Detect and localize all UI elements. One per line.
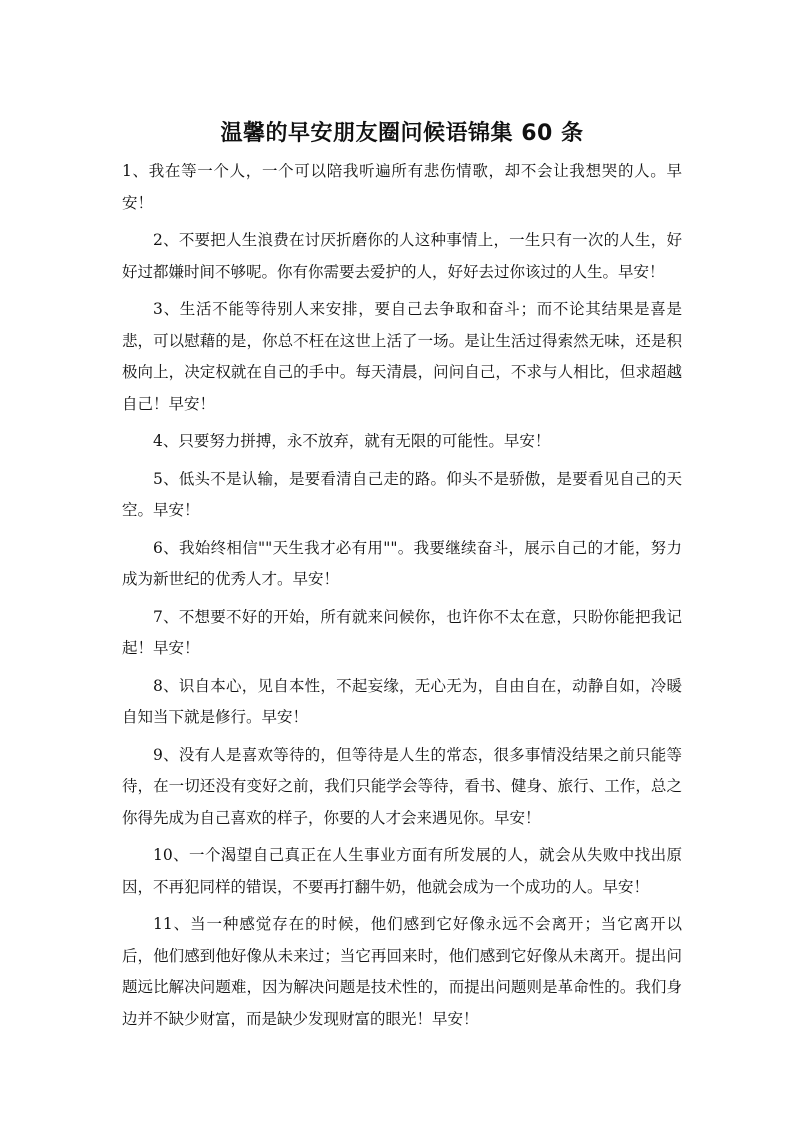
paragraph: 9、没有人是喜欢等待的，但等待是人生的常态，很多事情没结果之前只能等待，在一切还没有变好之前，我们只能学会等待，看书、健身、旅行、工作，总之你得先成为自己喜欢的样子，你要的人才会来遇见你。早安！: [122, 745, 682, 827]
paragraph: 7、不想要不好的开始，所有就来问候你，也许你不太在意，只盼你能把我记起！早安！: [122, 607, 682, 657]
paragraph: 11、当一种感觉存在的时候，他们感到它好像永远不会离开；当它离开以后，他们感到他好像从未来过；当它再回来时，他们感到它好像从未离开。提出问题远比解决问题难，因为解决问题是技术性的，而提出问题则是革命性的。我们身边并不缺少财富，而是缺少发现财富的眼光！早安！: [122, 915, 682, 1028]
paragraph: 4、只要努力拼搏，永不放弃，就有无限的可能性。早安！: [153, 432, 551, 450]
paragraph: 10、一个渴望自己真正在人生事业方面有所发展的人，就会从失败中找出原因，不再犯同样的错误，不要再打翻牛奶，他就会成为一个成功的人。早安！: [122, 846, 682, 896]
paragraph: 2、不要把人生浪费在讨厌折磨你的人这种事情上，一生只有一次的人生，好好过都嫌时间不够呢。你有你需要去爱护的人，好好去过你该过的人生。早安！: [122, 231, 682, 281]
document-title: 温馨的早安朋友圈问候语锦集 60 条: [220, 121, 584, 146]
paragraph: 1、我在等一个人，一个可以陪我听遍所有悲伤情歌，却不会让我想哭的人。早安！: [122, 162, 682, 212]
document-page: [122, 118, 682, 1041]
paragraph: 6、我始终相信""天生我才必有用""。我要继续奋斗，展示自己的才能，努力成为新世纪的优秀人才。早安！: [122, 538, 682, 588]
paragraph: 3、生活不能等待别人来安排，要自己去争取和奋斗；而不论其结果是喜是悲，可以慰藉的是，你总不枉在这世上活了一场。是让生活过得索然无味，还是积极向上，决定权就在自己的手中。每天清晨，问问自己，不求与人相比，但求超越自己！早安！: [122, 300, 682, 413]
paragraph: 8、识自本心，见自本性，不起妄缘，无心无为，自由自在，动静自如，冷暖自知当下就是修行。早安！: [122, 676, 682, 726]
paragraph: 5、低头不是认输，是要看清自己走的路。仰头不是骄傲，是要看见自己的天空。早安！: [122, 469, 682, 519]
